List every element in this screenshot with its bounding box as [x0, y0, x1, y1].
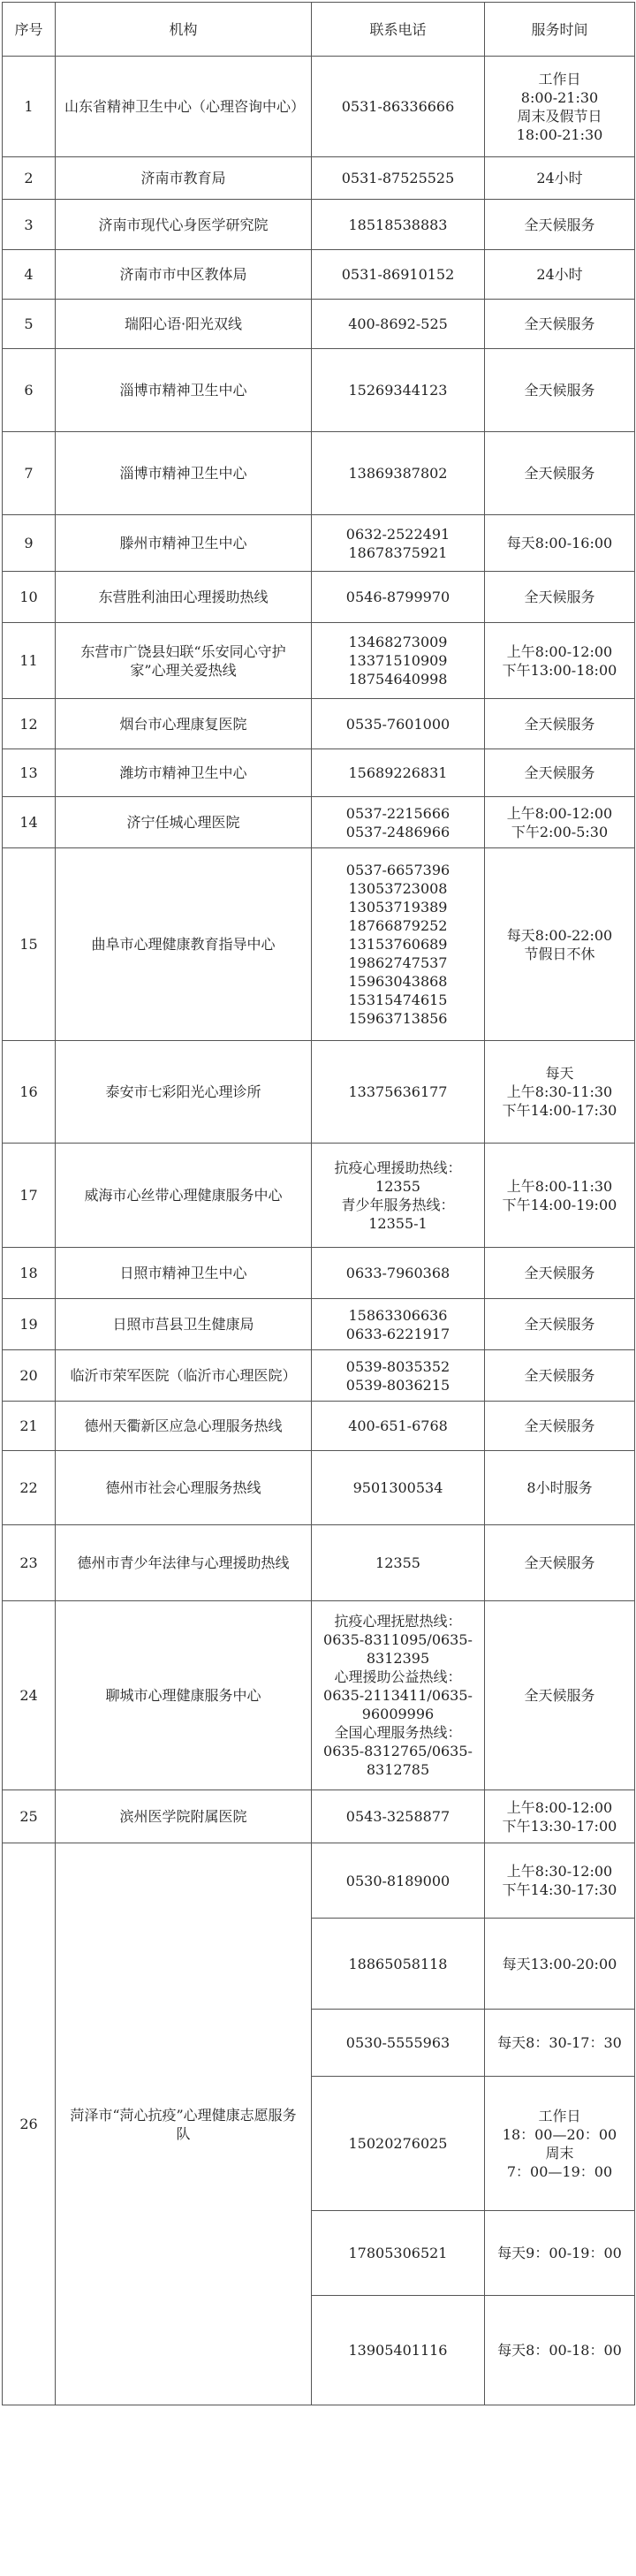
- organization-name: 济南市教育局: [56, 157, 312, 200]
- service-hours: 全天候服务: [485, 1525, 635, 1601]
- row-number: 13: [3, 749, 56, 797]
- service-hours: 工作日 18：00—20：00 周末 7：00—19：00: [485, 2077, 635, 2211]
- row-number: 24: [3, 1601, 56, 1790]
- table-row: [3, 1451, 635, 1525]
- organization-name: 潍坊市精神卫生中心: [56, 749, 312, 797]
- table-row: [3, 300, 635, 349]
- organization-name: 山东省精神卫生中心（心理咨询中心）: [56, 57, 312, 157]
- row-number: 1: [3, 57, 56, 157]
- phone-number: 0543-3258877: [312, 1790, 485, 1843]
- row-number: 16: [3, 1041, 56, 1144]
- phone-number: 15020276025: [312, 2077, 485, 2211]
- service-hours: 全天候服务: [485, 1350, 635, 1402]
- service-hours: 全天候服务: [485, 432, 635, 515]
- table-row: [3, 1601, 635, 1790]
- phone-number: 0633-7960368: [312, 1248, 485, 1299]
- service-hours: 全天候服务: [485, 349, 635, 432]
- table-row: [3, 200, 635, 250]
- row-number: 6: [3, 349, 56, 432]
- service-hours: 上午8:30-12:00 下午14:30-17:30: [485, 1843, 635, 1919]
- phone-number: 0531-86910152: [312, 250, 485, 300]
- row-number: 7: [3, 432, 56, 515]
- table-row: [3, 1790, 635, 1843]
- service-hours: 全天候服务: [485, 1601, 635, 1790]
- organization-name: 滕州市精神卫生中心: [56, 515, 312, 572]
- organization-name: 淄博市精神卫生中心: [56, 349, 312, 432]
- service-hours: 全天候服务: [485, 200, 635, 250]
- phone-number: 0546-8799970: [312, 572, 485, 623]
- organization-name: 滨州医学院附属医院: [56, 1790, 312, 1843]
- phone-number: 0539-8035352 0539-8036215: [312, 1350, 485, 1402]
- table-row: [3, 749, 635, 797]
- phone-number: 13869387802: [312, 432, 485, 515]
- service-hours: 全天候服务: [485, 1248, 635, 1299]
- service-hours: 24小时: [485, 157, 635, 200]
- row-number: 20: [3, 1350, 56, 1402]
- service-hours: 8小时服务: [485, 1451, 635, 1525]
- phone-number: 0531-86336666: [312, 57, 485, 157]
- row-number: 2: [3, 157, 56, 200]
- phone-number: 400-651-6768: [312, 1402, 485, 1451]
- table-row: [3, 432, 635, 515]
- phone-number: 0537-2215666 0537-2486966: [312, 797, 485, 848]
- row-number: 15: [3, 848, 56, 1041]
- table-row: [3, 57, 635, 157]
- service-hours: 全天候服务: [485, 300, 635, 349]
- phone-number: 9501300534: [312, 1451, 485, 1525]
- phone-number: 抗疫心理援助热线： 12355 青少年服务热线： 12355-1: [312, 1144, 485, 1248]
- phone-number: 0530-5555963: [312, 2010, 485, 2077]
- row-number: 25: [3, 1790, 56, 1843]
- service-hours: 每天8：30-17：30: [485, 2010, 635, 2077]
- table-row: [3, 1144, 635, 1248]
- phone-number: 13468273009 13371510909 18754640998: [312, 623, 485, 699]
- table-body: [3, 57, 635, 2405]
- phone-number: 0537-6657396 13053723008 13053719389 18766879252 13153760689 19862747537 15963043868 15315474615 15963713856: [312, 848, 485, 1041]
- phone-number: 抗疫心理抚慰热线： 0635-8311095/0635-8312395 心理援助公益热线： 0635-2113411/0635-96009996 全国心理服务热线： 0635-8312765/0635-8312785: [312, 1601, 485, 1790]
- service-hours: 每天13:00-20:00: [485, 1919, 635, 2010]
- service-hours: 全天候服务: [485, 1299, 635, 1350]
- row-number: 5: [3, 300, 56, 349]
- phone-number: 15863306636 0633-6221917: [312, 1299, 485, 1350]
- row-number: 12: [3, 699, 56, 749]
- phone-number: 0530-8189000: [312, 1843, 485, 1919]
- service-hours: 全天候服务: [485, 572, 635, 623]
- table-row: [3, 157, 635, 200]
- phone-number: 0632-2522491 18678375921: [312, 515, 485, 572]
- organization-name: 临沂市荣军医院（临沂市心理医院）: [56, 1350, 312, 1402]
- organization-name: 威海市心丝带心理健康服务中心: [56, 1144, 312, 1248]
- service-hours: 24小时: [485, 250, 635, 300]
- organization-name: 聊城市心理健康服务中心: [56, 1601, 312, 1790]
- table-row: [3, 1843, 635, 1919]
- service-hours: 上午8:00-12:00 下午2:00-5:30: [485, 797, 635, 848]
- table-row: [3, 1525, 635, 1601]
- table-row: [3, 1248, 635, 1299]
- organization-name: 济宁任城心理医院: [56, 797, 312, 848]
- table-row: [3, 250, 635, 300]
- organization-name: 德州市青少年法律与心理援助热线: [56, 1525, 312, 1601]
- table-row: [3, 848, 635, 1041]
- organization-name: 德州市社会心理服务热线: [56, 1451, 312, 1525]
- phone-number: 13375636177: [312, 1041, 485, 1144]
- phone-number: 15269344123: [312, 349, 485, 432]
- table-row: [3, 349, 635, 432]
- organization-name: 东营胜利油田心理援助热线: [56, 572, 312, 623]
- service-hours: 工作日 8:00-21:30 周末及假节日 18:00-21:30: [485, 57, 635, 157]
- row-number: 10: [3, 572, 56, 623]
- organization-name: 济南市现代心身医学研究院: [56, 200, 312, 250]
- organization-name: 日照市莒县卫生健康局: [56, 1299, 312, 1350]
- phone-number: 18518538883: [312, 200, 485, 250]
- row-number: 18: [3, 1248, 56, 1299]
- hotline-table: [2, 2, 635, 2405]
- table-row: [3, 1402, 635, 1451]
- header-time: 服务时间: [485, 3, 635, 57]
- service-hours: 上午8:00-11:30 下午14:00-19:00: [485, 1144, 635, 1248]
- table-row: [3, 572, 635, 623]
- service-hours: 上午8:00-12:00 下午13:30-17:00: [485, 1790, 635, 1843]
- table-header-row: [3, 3, 635, 57]
- header-no: 序号: [3, 3, 56, 57]
- table-row: [3, 623, 635, 699]
- row-number: 26: [3, 1843, 56, 2405]
- service-hours: 全天候服务: [485, 699, 635, 749]
- phone-number: 0535-7601000: [312, 699, 485, 749]
- phone-number: 18865058118: [312, 1919, 485, 2010]
- row-number: 3: [3, 200, 56, 250]
- row-number: 9: [3, 515, 56, 572]
- phone-number: 17805306521: [312, 2211, 485, 2296]
- row-number: 21: [3, 1402, 56, 1451]
- row-number: 19: [3, 1299, 56, 1350]
- row-number: 22: [3, 1451, 56, 1525]
- table-row: [3, 1350, 635, 1402]
- organization-name: 德州天衢新区应急心理服务热线: [56, 1402, 312, 1451]
- row-number: 17: [3, 1144, 56, 1248]
- phone-number: 0531-87525525: [312, 157, 485, 200]
- service-hours: 每天8:00-22:00 节假日不休: [485, 848, 635, 1041]
- organization-name: 淄博市精神卫生中心: [56, 432, 312, 515]
- organization-name: 瑞阳心语·阳光双线: [56, 300, 312, 349]
- organization-name: 曲阜市心理健康教育指导中心: [56, 848, 312, 1041]
- organization-name: 烟台市心理康复医院: [56, 699, 312, 749]
- phone-number: 15689226831: [312, 749, 485, 797]
- table-row: [3, 797, 635, 848]
- service-hours: 每天8：00-18：00: [485, 2296, 635, 2405]
- row-number: 23: [3, 1525, 56, 1601]
- phone-number: 400-8692-525: [312, 300, 485, 349]
- organization-name: 菏泽市“菏心抗疫”心理健康志愿服务队: [56, 1843, 312, 2405]
- row-number: 14: [3, 797, 56, 848]
- service-hours: 全天候服务: [485, 1402, 635, 1451]
- organization-name: 泰安市七彩阳光心理诊所: [56, 1041, 312, 1144]
- header-phone: 联系电话: [312, 3, 485, 57]
- phone-number: 13905401116: [312, 2296, 485, 2405]
- organization-name: 东营市广饶县妇联“乐安同心守护家”心理关爱热线: [56, 623, 312, 699]
- header-org: 机构: [56, 3, 312, 57]
- organization-name: 日照市精神卫生中心: [56, 1248, 312, 1299]
- service-hours: 每天8:00-16:00: [485, 515, 635, 572]
- row-number: 11: [3, 623, 56, 699]
- phone-number: 12355: [312, 1525, 485, 1601]
- service-hours: 每天9：00-19：00: [485, 2211, 635, 2296]
- table-row: [3, 1041, 635, 1144]
- table-row: [3, 699, 635, 749]
- table-row: [3, 515, 635, 572]
- table-row: [3, 1299, 635, 1350]
- row-number: 4: [3, 250, 56, 300]
- organization-name: 济南市市中区教体局: [56, 250, 312, 300]
- service-hours: 上午8:00-12:00 下午13:00-18:00: [485, 623, 635, 699]
- service-hours: 每天 上午8:30-11:30 下午14:00-17:30: [485, 1041, 635, 1144]
- service-hours: 全天候服务: [485, 749, 635, 797]
